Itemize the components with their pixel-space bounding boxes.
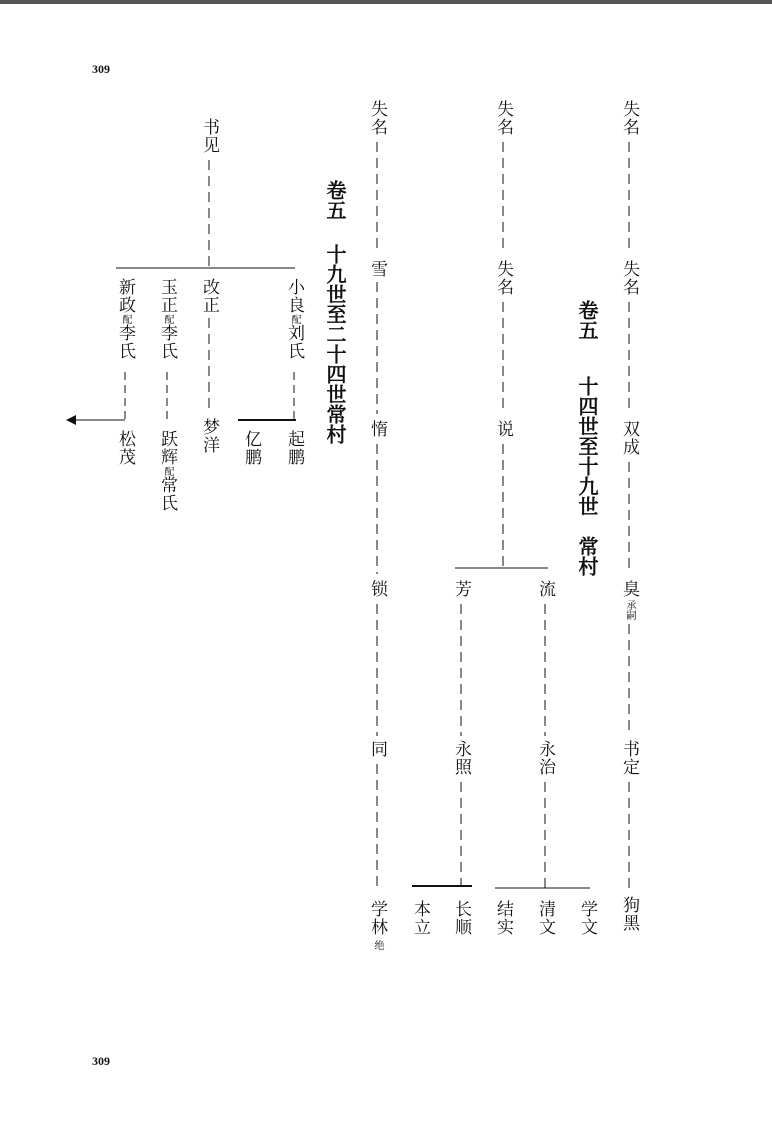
name-c3-r6: 学林 <box>367 900 387 936</box>
name-tree-d1: 松茂 <box>115 430 135 466</box>
name-c2-r6b: 清文 <box>535 900 555 936</box>
name-tree-root: 书见 <box>199 118 219 154</box>
name-c2-r5b: 永照 <box>451 740 471 776</box>
page-number-top: 309 <box>92 62 110 76</box>
name-c2-r4a: 流 <box>535 580 555 598</box>
name-tree-a1: 起鹏 <box>284 430 304 466</box>
name-c2-r1: 失名 <box>493 100 513 136</box>
name-c1-r4: 臭 <box>619 580 639 598</box>
name-c3-r4: 锁 <box>367 580 387 598</box>
name-c2-r6a: 学文 <box>577 900 597 936</box>
name-c1-r5: 书定 <box>619 740 639 776</box>
name-tree-b1: 梦洋 <box>199 418 219 454</box>
section-title-right-range: 十四世至十九世 <box>575 376 599 516</box>
name-tree-c: 玉正配李氏 <box>157 278 177 360</box>
name-c2-r5a: 永治 <box>535 740 555 776</box>
name-tree-a2: 亿鹏 <box>241 430 261 466</box>
name-c3-r1: 失名 <box>367 100 387 136</box>
name-tree-d: 新政配李氏 <box>115 278 135 360</box>
page-number-bottom: 309 <box>92 1054 110 1068</box>
name-c2-r3: 说 <box>493 420 513 438</box>
section-title-right-village: 常村 <box>575 536 599 576</box>
section-title-left-range: 十九世至二十四世常村 <box>323 244 347 444</box>
name-c2-r2: 失名 <box>493 260 513 296</box>
name-c3-r6-note: 绝 <box>372 940 383 950</box>
name-tree-c1: 跃辉配常氏 <box>157 430 177 512</box>
name-c1-r2: 失名 <box>619 260 639 296</box>
name-c2-r6d: 长顺 <box>451 900 471 936</box>
name-c1-r4-note: 承嗣 <box>624 600 635 620</box>
name-c2-r4b: 芳 <box>451 580 471 598</box>
name-tree-b: 改正 <box>199 278 219 314</box>
name-c1-r1: 失名 <box>619 100 639 136</box>
name-c1-r6: 狗黑 <box>619 896 639 932</box>
section-title-right-volume: 卷五 <box>575 300 599 340</box>
name-c3-r2: 雪 <box>367 260 387 278</box>
name-c1-r3: 双成 <box>619 420 639 456</box>
section-title-left-volume: 卷五 <box>323 180 347 220</box>
name-c2-r6c: 结实 <box>493 900 513 936</box>
name-c2-r6e: 本立 <box>410 900 430 936</box>
name-tree-a: 小良配刘氏 <box>284 278 304 360</box>
name-c3-r3: 惰 <box>367 420 387 438</box>
name-c3-r5: 同 <box>367 740 387 758</box>
